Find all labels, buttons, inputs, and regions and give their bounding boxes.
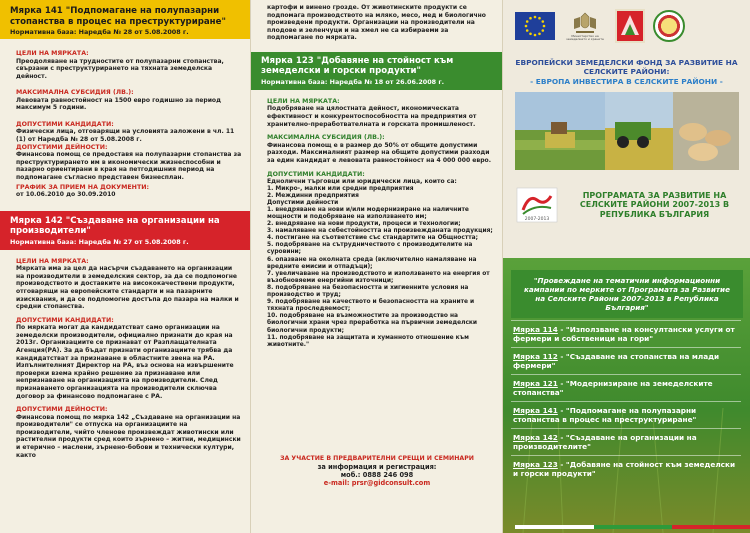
measure-text: - "Създаване на организации на производителите" xyxy=(513,433,697,451)
m123-candidate-item: 1. Микро-, малки или средни предприятия xyxy=(267,185,414,192)
column-left xyxy=(0,0,250,533)
measure-142-banner xyxy=(0,211,250,250)
measure-text: - "Създаване на стопанства на млади фермери" xyxy=(513,352,720,370)
m123-activity-item: 1. внедряване на нови и/или модернизиране на наличните мощности и подобряване на използването им; xyxy=(267,206,469,220)
livestock-photo xyxy=(673,92,739,170)
m123-goal-heading: ЦЕЛИ НА МЯРКАТА: xyxy=(267,97,340,105)
measure-label: Мярка 112 xyxy=(513,352,558,361)
photo-collage xyxy=(503,92,750,170)
m141-subsidy-text: Левовата равностойност на 1500 евро годишно за период максимум 5 години. xyxy=(16,96,221,112)
m123-activity-item: 6. опазване на околната среда (включително намаляване на вредните емисии и отпадъци); xyxy=(267,256,477,270)
m123-activity-item: 7. увеличаване на производството и използването на енергия от възобновяеми енергийни източници; xyxy=(267,270,490,284)
eu-flag-icon xyxy=(515,12,555,40)
measure-text: - "Модернизиране на земеделските стопанства" xyxy=(513,379,713,397)
measure-text: - "Добавяне на стойност към земеделски и горски продукти" xyxy=(513,460,736,478)
m123-subsidy-text: Финансова помощ е в размер до 50% от общите допустими разходи. Максималният размер на общите допустими разходи за един кандидат е левовата равностойност на 4 000 000 евро. xyxy=(267,141,491,164)
program-header xyxy=(503,180,750,230)
agency-seal-icon xyxy=(653,10,685,42)
m142-continuation xyxy=(251,0,502,42)
measure-141-title: Мярка 141 "Подпомагане на полупазарни стопанства в процес на преструктуриране" xyxy=(10,6,226,27)
farm-fields-photo xyxy=(515,92,605,170)
measure-123-title: Мярка 123 "Добавяне на стойност към земеделски и горски продукти" xyxy=(261,55,454,77)
m141-activities-text: Финансова помощ се предоставя на полупазарни стопанства за преструктурирането им в икономически жизнеспособни и пазарно ориентирани в края на петгодишния период на подпомагане съгласно представен бизнесплан. xyxy=(16,151,242,181)
m123-candidates-text: Еднолични търговци или юридически лица, които са: xyxy=(267,178,457,186)
measure-123-body xyxy=(251,90,502,349)
m142-candidates-heading: ДОПУСТИМИ КАНДИДАТИ: xyxy=(16,316,114,324)
m142-continuation-text: картофи и винено грозде. От животинските продукти се подпомага производството на мляко, месо, мед и биологично произведени продукти. Организации на производители на плодове и зеленчуци и на хмел не са избираеми за подпомагане по мярката. xyxy=(267,4,486,42)
program-logo-years: 2007-2013 xyxy=(524,217,550,223)
m141-schedule-heading: ГРАФИК ЗА ПРИЕМ НА ДОКУМЕНТИ: xyxy=(16,183,150,191)
measure-label: Мярка 123 xyxy=(513,460,558,469)
measure-label: Мярка 121 xyxy=(513,379,558,388)
m142-goal-heading: ЦЕЛИ НА МЯРКАТА: xyxy=(16,257,89,265)
contact-email[interactable]: e-mail: prsr@gidconsult.com xyxy=(323,479,431,487)
measure-label: Мярка 141 xyxy=(513,406,558,415)
m141-candidates-heading: ДОПУСТИМИ КАНДИДАТИ: xyxy=(16,120,114,128)
measure-142-title: Мярка 142 "Създаване на организации на производители" xyxy=(10,215,220,237)
fund-title xyxy=(503,52,750,86)
measures-list-item xyxy=(511,428,741,455)
fund-title-motto: - ЕВРОПА ИНВЕСТИРА В СЕЛСКИТЕ РАЙОНИ - xyxy=(530,76,723,86)
measure-label: Мярка 142 xyxy=(513,433,558,442)
m141-goal-heading: ЦЕЛИ НА МЯРКАТА: xyxy=(16,50,89,57)
measures-list-item xyxy=(511,401,741,428)
measure-label: Мярка 114 xyxy=(513,325,558,334)
contact-phone[interactable]: моб.: 0888 246 098 xyxy=(340,470,414,479)
ministry-caption: Министерство на земеделието и храните xyxy=(566,33,604,41)
logo-bar xyxy=(503,0,750,52)
m123-subsidy-heading: МАКСИМАЛНА СУБСИДИЯ (ЛВ.): xyxy=(267,134,385,142)
measure-142-body xyxy=(0,250,250,460)
measure-141-body xyxy=(0,39,250,199)
measures-list-item xyxy=(511,347,741,374)
measure-123-norm: Нормативна база: Наредба № 18 от 26.06.2008 г. xyxy=(261,77,445,86)
m123-candidate-item: 2. Междинни предприятия xyxy=(267,192,359,199)
m142-candidates-text: По мярката могат да кандидатстват само организации на земеделски производители, официално признати до края на 2013г. Организациите се признават от Разплащателната Агенция(РА). За да бъдат признати организациите трябва да кандидатстват за признаване в областните звена на РА. Изпълнителният Директор на РА, въз основа на извършените проверки взема крайно решение за признаване или непризнаване на организацията на производители. След признаването организацията на производители сключва договор за финансово подпомагане с РА. xyxy=(16,324,234,400)
measure-141-banner xyxy=(0,0,250,39)
m142-activities-heading: ДОПУСТИМИ ДЕЙНОСТИ: xyxy=(16,406,108,414)
harvester-photo xyxy=(605,92,673,170)
program-title: ПРОГРАМАТА ЗА РАЗВИТИЕ НА СЕЛСКИТЕ РАЙОНИ 2007-2013 В РЕПУБЛИКА БЪЛГАРИЯ xyxy=(579,190,730,220)
m123-activity-item: 9. подобряване на качеството и безопасността на храните и тяхната проследяемост; xyxy=(267,299,475,313)
measures-list-item xyxy=(511,320,741,347)
measures-list xyxy=(511,320,741,482)
m123-activity-item: 2. внедряване на нови продукти, процеси и технологии; xyxy=(267,221,461,228)
m123-goal-text: Подобряване на цялостната дейност, икономическата ефективност и конкурентоспособността на предприятия от хранително-преработвателната и горската промишленост. xyxy=(267,105,477,128)
m123-activity-item: 4. постигане на съответствие със стандартите на Общността; xyxy=(267,235,478,242)
m142-activities-text: Финансова помощ по мярка 142 „Създаване на организации на производители" се отпуска на организациите на производители, чийто членове произвеждат животински или растителни продукти сред които зърнено – житни, медицински и етерично – маслени, зърнено-бобови и технически култури, както xyxy=(16,413,241,459)
measure-141-norm: Нормативна база: Наредба № 28 от 5.08.2008 г. xyxy=(10,28,189,36)
m123-activities-lead: Допустими дейности xyxy=(267,199,339,206)
fund-title-main: ЕВРОПЕЙСКИ ЗЕМЕДЕЛСКИ ФОНД ЗА РАЗВИТИЕ НА СЕЛСКИТЕ РАЙОНИ: xyxy=(515,58,738,77)
contact-block xyxy=(269,455,485,487)
m141-candidates-text: Физически лица, отговарящи на условията заложени в чл. 11 (1) от Наредба № 28 от 5.08.2008 г. xyxy=(16,128,235,144)
m123-activity-item: 11. подобряване на защитата и хуманното отношение към животните." xyxy=(267,334,469,348)
measure-142-norm: Нормативна база: Наредба № 27 от 5.08.2008 г. xyxy=(10,237,189,246)
measure-123-banner xyxy=(251,52,502,90)
measures-list-item xyxy=(511,455,741,482)
measure-text: - "Подпомагане на полупазарни стопанства в процес на преструктуриране" xyxy=(513,406,697,424)
m123-activity-item: 3. намаляване на себестойността на произвежданата продукция; xyxy=(267,228,493,235)
program-logo-icon xyxy=(515,186,559,224)
m141-goal-text: Преодоляване на трудностите от полупазарни стопанства, свързани с преструктурирането на тяхната земеделска дейност. xyxy=(16,57,224,80)
contact-heading: ЗА УЧАСТИЕ В ПРЕДВАРИТЕЛНИ СРЕЩИ И СЕМИНАРИ xyxy=(280,455,474,462)
campaign-box: "Провеждане на тематични информационни кампании по мерките от Програмата за Развитие на Селските Райони 2007-2013 в Република България" xyxy=(511,270,743,318)
column-middle xyxy=(250,0,502,533)
leader-logo-icon xyxy=(615,9,645,43)
measures-list-item xyxy=(511,374,741,401)
m141-subsidy-heading: МАКСИМАЛНА СУБСИДИЯ (ЛВ.): xyxy=(16,89,134,97)
m123-activity-item: 8. подобряване на безопасността и хигиенните условия на производство и труд; xyxy=(267,284,469,299)
m141-activities-heading: ДОПУСТИМИ ДЕЙНОСТИ: xyxy=(16,143,108,151)
m142-goal-text: Мярката има за цел да насърчи създаването на организации на производители в земеделския сектор, за да се подпомогне производството и доставките на висококачествени продукти, отговарящи на европейските стандарти и на пазарните изисквания, и да се подпомогне достъпа до пазара на малки и средни стопанства. xyxy=(16,265,239,311)
bulgarian-flag-stripe xyxy=(515,525,750,529)
contact-subheading: за информация и регистрация: xyxy=(317,462,437,471)
column-right xyxy=(502,0,750,533)
ministry-emblem-icon xyxy=(563,8,607,44)
m123-activity-item: 5. подобряване на сътрудничеството с производителите на суровини; xyxy=(267,242,473,256)
measure-text: - "Използване на консултански услуги от фермери и собственици на гори" xyxy=(513,325,735,343)
m123-candidates-heading: ДОПУСТИМИ КАНДИДАТИ: xyxy=(267,170,365,178)
m123-activity-item: 10. подобряване на възможностите за производство на биологични храни чрез преработка на първични земеделски биологични продукти; xyxy=(267,313,478,334)
m141-schedule-text: от 10.06.2010 до 30.09.2010 xyxy=(16,191,116,199)
